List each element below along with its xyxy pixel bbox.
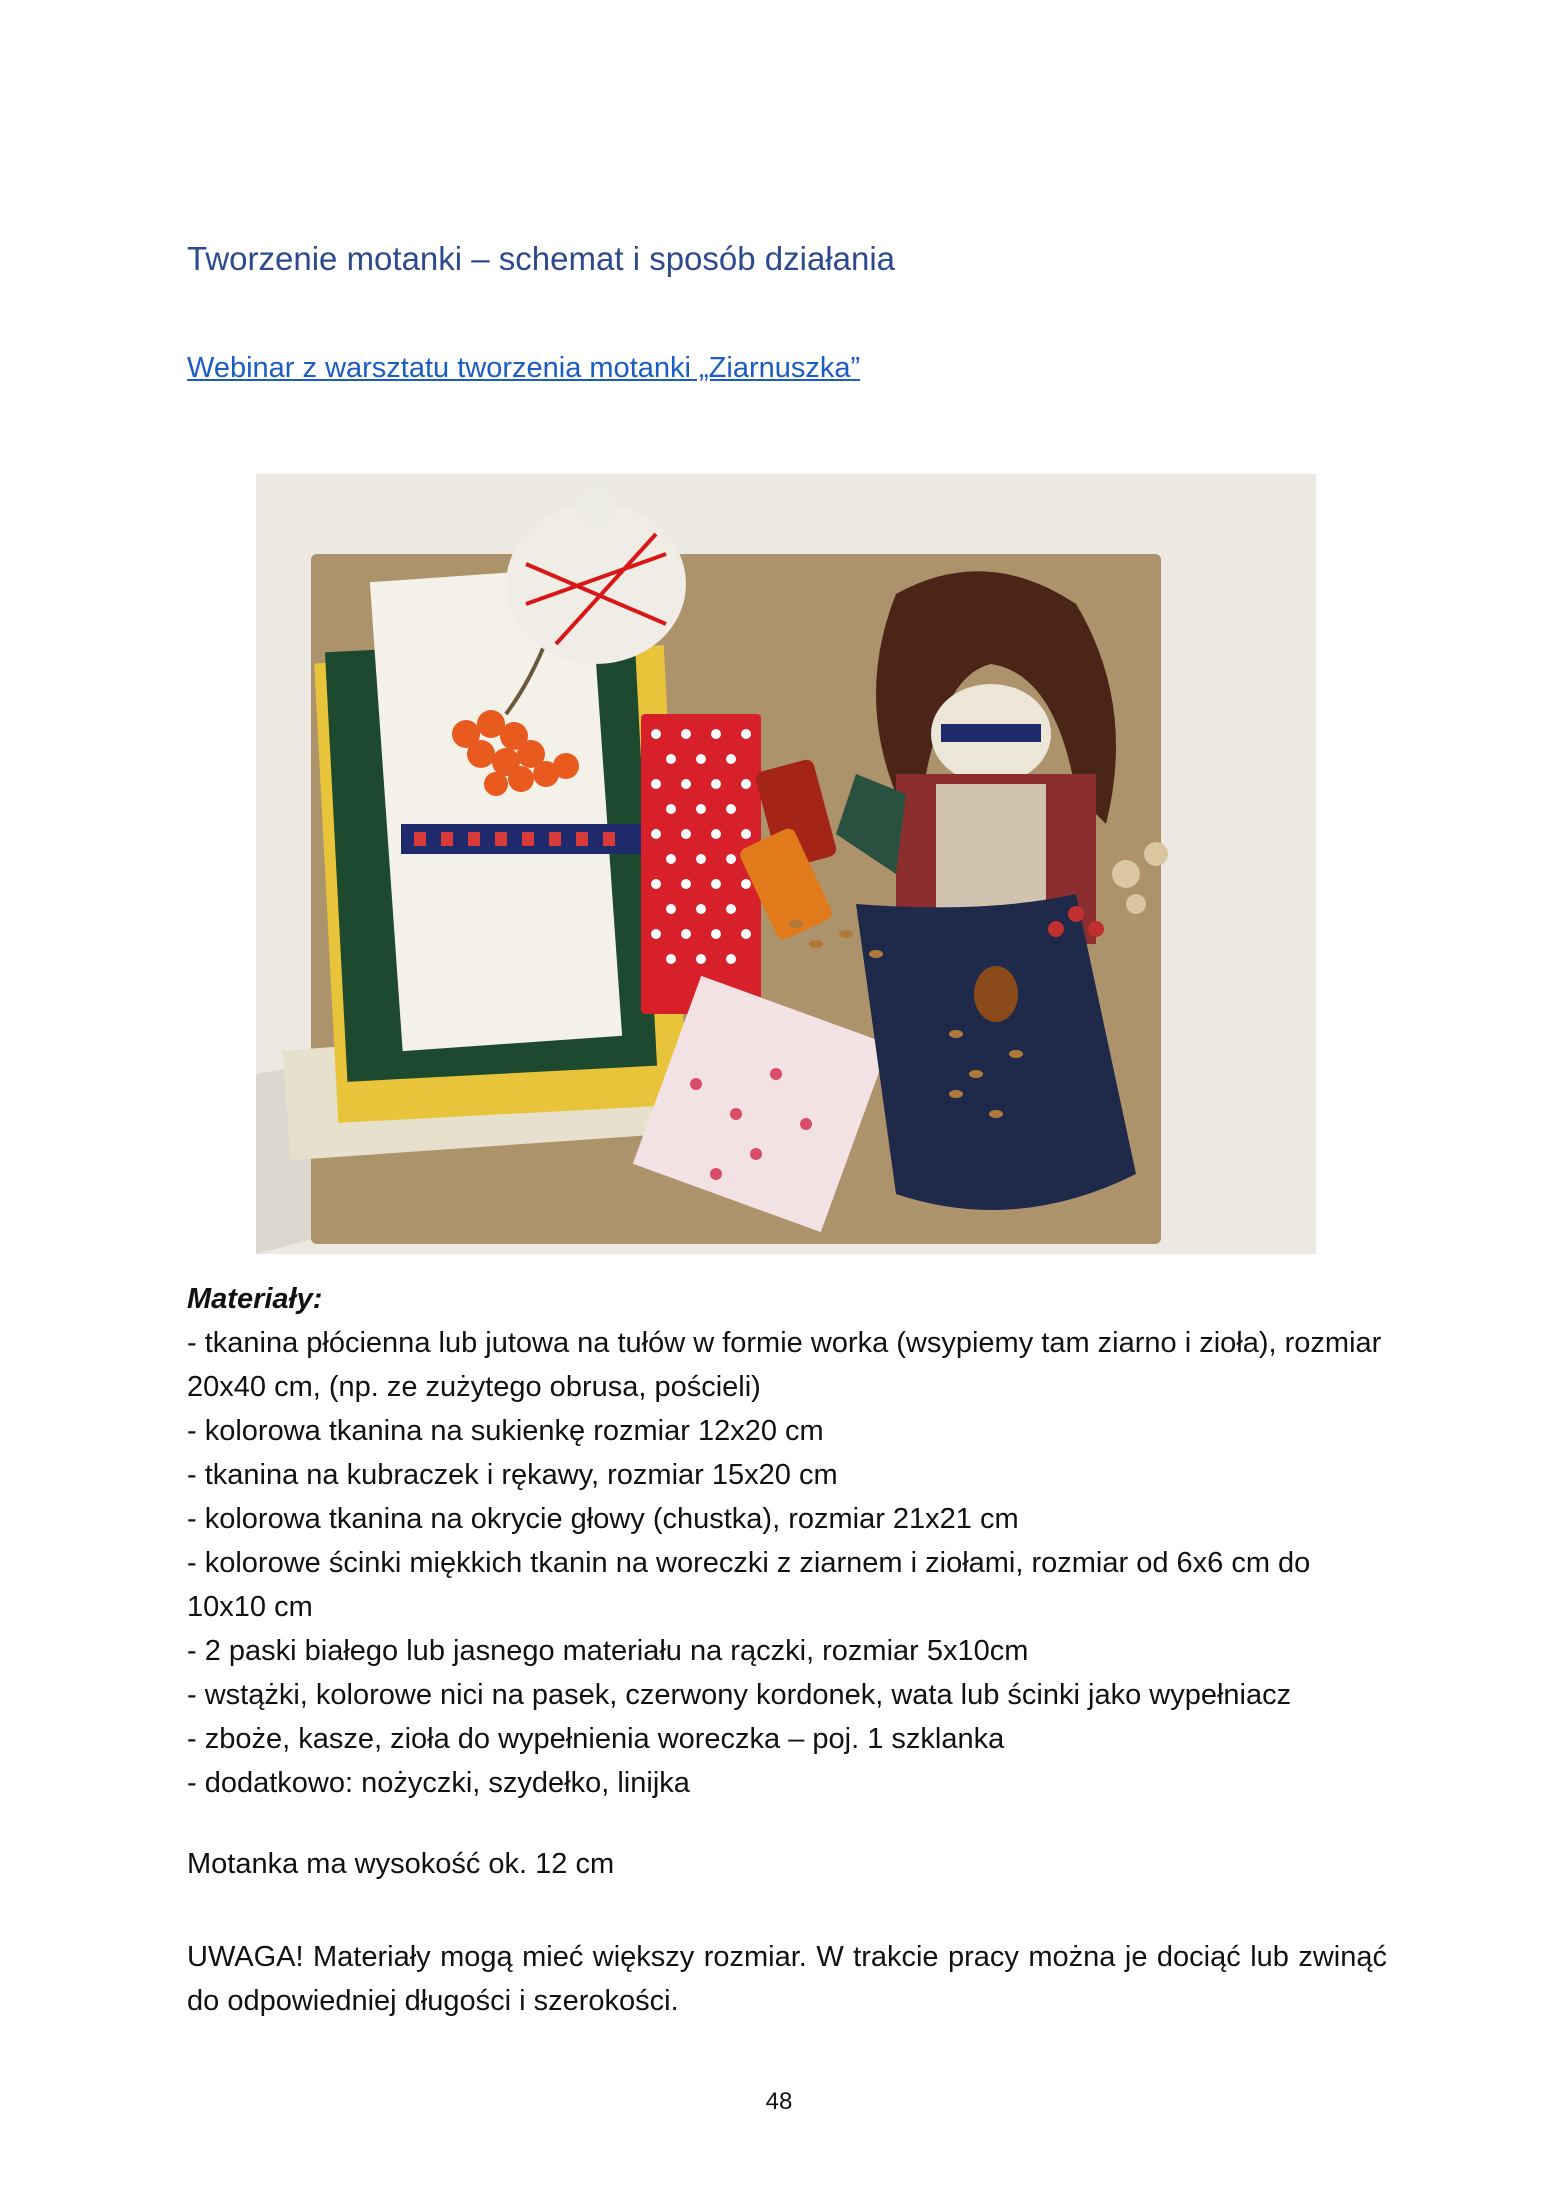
materials-photo: [256, 474, 1316, 1254]
list-item: - tkanina na kubraczek i rękawy, rozmiar 15x20 cm: [187, 1459, 838, 1491]
warning-note: UWAGA! Materiały mogą mieć większy rozmiar. W trakcie pracy można je dociąć lub zwinąć do odpowiedniej długości i szerokości.: [187, 1941, 1387, 2017]
list-item: - dodatkowo: nożyczki, szydełko, linijka: [187, 1767, 690, 1799]
list-item: - 2 paski białego lub jasnego materiału na rączki, rozmiar 5x10cm: [187, 1635, 1029, 1667]
page-number: 48: [765, 2088, 793, 2115]
height-note: Motanka ma wysokość ok. 12 cm: [187, 1848, 615, 1880]
list-item: - kolorowe ścinki miękkich tkanin na woreczki z ziarnem i ziołami, rozmiar od 6x6 cm do 10x10 cm: [187, 1547, 1311, 1623]
list-item: - wstążki, kolorowe nici na pasek, czerwony kordonek, wata lub ścinki jako wypełniacz: [187, 1679, 1292, 1711]
materials-title: Materiały:: [187, 1283, 323, 1315]
list-item: - tkanina płócienna lub jutowa na tułów w formie worka (wsypiemy tam ziarno i zioła), rozmiar 20x40 cm, (np. ze zużytego obrusa, pościeli): [187, 1327, 1382, 1403]
list-item: - zboże, kasze, zioła do wypełnienia woreczka – poj. 1 szklanka: [187, 1723, 1005, 1755]
section-heading: Tworzenie motanki – schemat i sposób działania: [187, 240, 896, 277]
webinar-link[interactable]: Webinar z warsztatu tworzenia motanki „Ziarnuszka”: [187, 352, 861, 384]
list-item: - kolorowa tkanina na okrycie głowy (chustka), rozmiar 21x21 cm: [187, 1503, 1019, 1535]
list-item: - kolorowa tkanina na sukienkę rozmiar 12x20 cm: [187, 1415, 824, 1447]
materials-list: [187, 1277, 1387, 1805]
